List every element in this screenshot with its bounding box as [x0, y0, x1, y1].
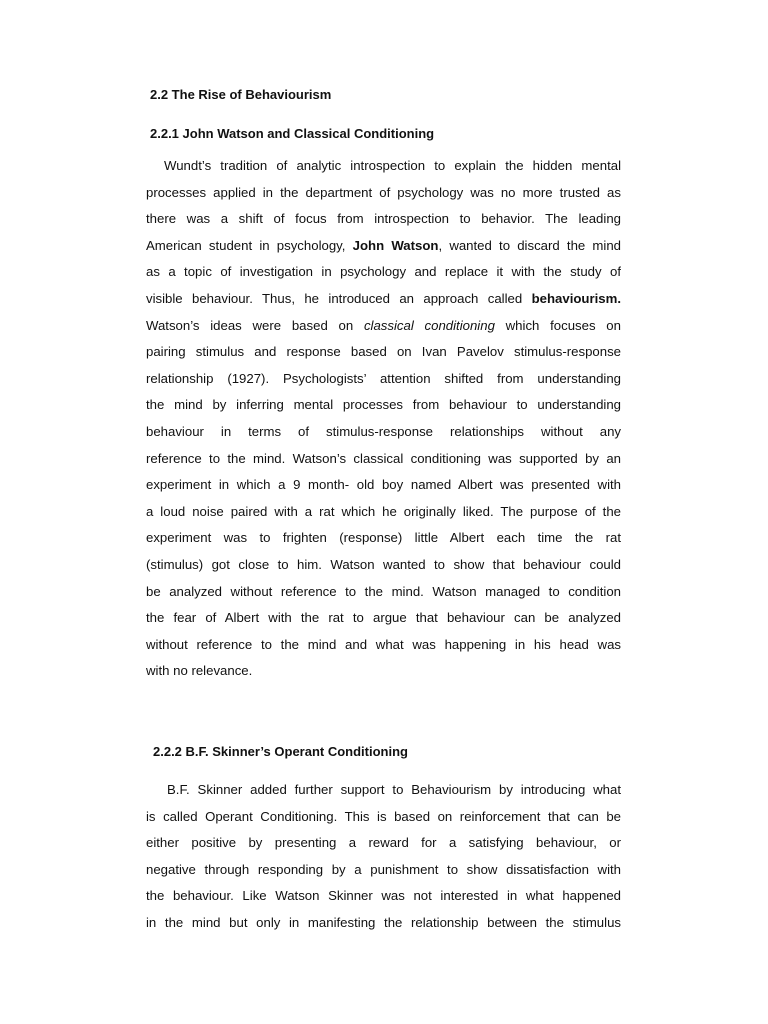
- paragraph-line: reference to the mind. Watson’s classical conditioning was supported by an: [146, 450, 621, 466]
- john-watson-bold: John Watson: [352, 237, 439, 253]
- paragraph-line: American student in psychology, John Watson, wanted to discard the mind: [146, 237, 621, 253]
- paragraph-line: visible behaviour. Thus, he introduced an approach called behaviourism.: [146, 290, 621, 306]
- paragraph-line: with no relevance.: [146, 663, 253, 679]
- paragraph-line: behaviour in terms of stimulus-response relationships without any: [146, 423, 621, 439]
- paragraph-line: the fear of Albert with the rat to argue that behaviour can be analyzed: [146, 610, 621, 626]
- paragraph-line: experiment was to frighten (response) little Albert each time the rat: [146, 530, 621, 546]
- paragraph-line: a loud noise paired with a rat which he originally liked. The purpose of the: [146, 503, 621, 519]
- paragraph-line: either positive by presenting a reward for a satisfying behaviour, or: [146, 835, 621, 851]
- paragraph-line: be analyzed without reference to the mind. Watson managed to condition: [146, 583, 621, 599]
- paragraph-line: the mind by inferring mental processes from behaviour to understanding: [146, 397, 621, 413]
- paragraph-line: processes applied in the department of psychology was no more trusted as: [146, 184, 621, 200]
- paragraph-line: is called Operant Conditioning. This is based on reinforcement that can be: [146, 808, 621, 824]
- paragraph-line: pairing stimulus and response based on Ivan Pavelov stimulus-response: [146, 344, 621, 360]
- paragraph-line: there was a shift of focus from introspection to behavior. The leading: [146, 211, 621, 227]
- watson-paragraph: [146, 153, 621, 685]
- skinner-paragraph: [146, 777, 621, 937]
- section-heading: 2.2 The Rise of Behaviourism: [150, 87, 332, 102]
- paragraph-line: Watson’s ideas were based on classical conditioning which focuses on: [146, 317, 621, 333]
- paragraph-line: in the mind but only in manifesting the relationship between the stimulus: [146, 914, 621, 930]
- paragraph-line: Wundt’s tradition of analytic introspection to explain the hidden mental: [164, 158, 621, 173]
- watson-subheading: 2.2.1 John Watson and Classical Conditioning: [150, 126, 435, 141]
- paragraph-line: relationship (1927). Psychologists’ attention shifted from understanding: [146, 370, 621, 386]
- paragraph-line: B.F. Skinner added further support to Behaviourism by introducing what: [167, 782, 621, 797]
- skinner-subheading: 2.2.2 B.F. Skinner’s Operant Conditioning: [153, 744, 408, 759]
- paragraph-line: the behaviour. Like Watson Skinner was not interested in what happened: [146, 888, 621, 904]
- paragraph-line: experiment in which a 9 month- old boy named Albert was presented with: [146, 477, 621, 493]
- paragraph-line: without reference to the mind and what was happening in his head was: [146, 636, 621, 652]
- paragraph-line: as a topic of investigation in psychology and replace it with the study of: [146, 264, 621, 280]
- paragraph-line: negative through responding by a punishment to show dissatisfaction with: [146, 861, 621, 877]
- classical-conditioning-italic: classical conditioning: [363, 317, 495, 333]
- behaviourism-bold: behaviourism.: [531, 290, 621, 306]
- paragraph-line: (stimulus) got close to him. Watson wanted to show that behaviour could: [146, 556, 621, 572]
